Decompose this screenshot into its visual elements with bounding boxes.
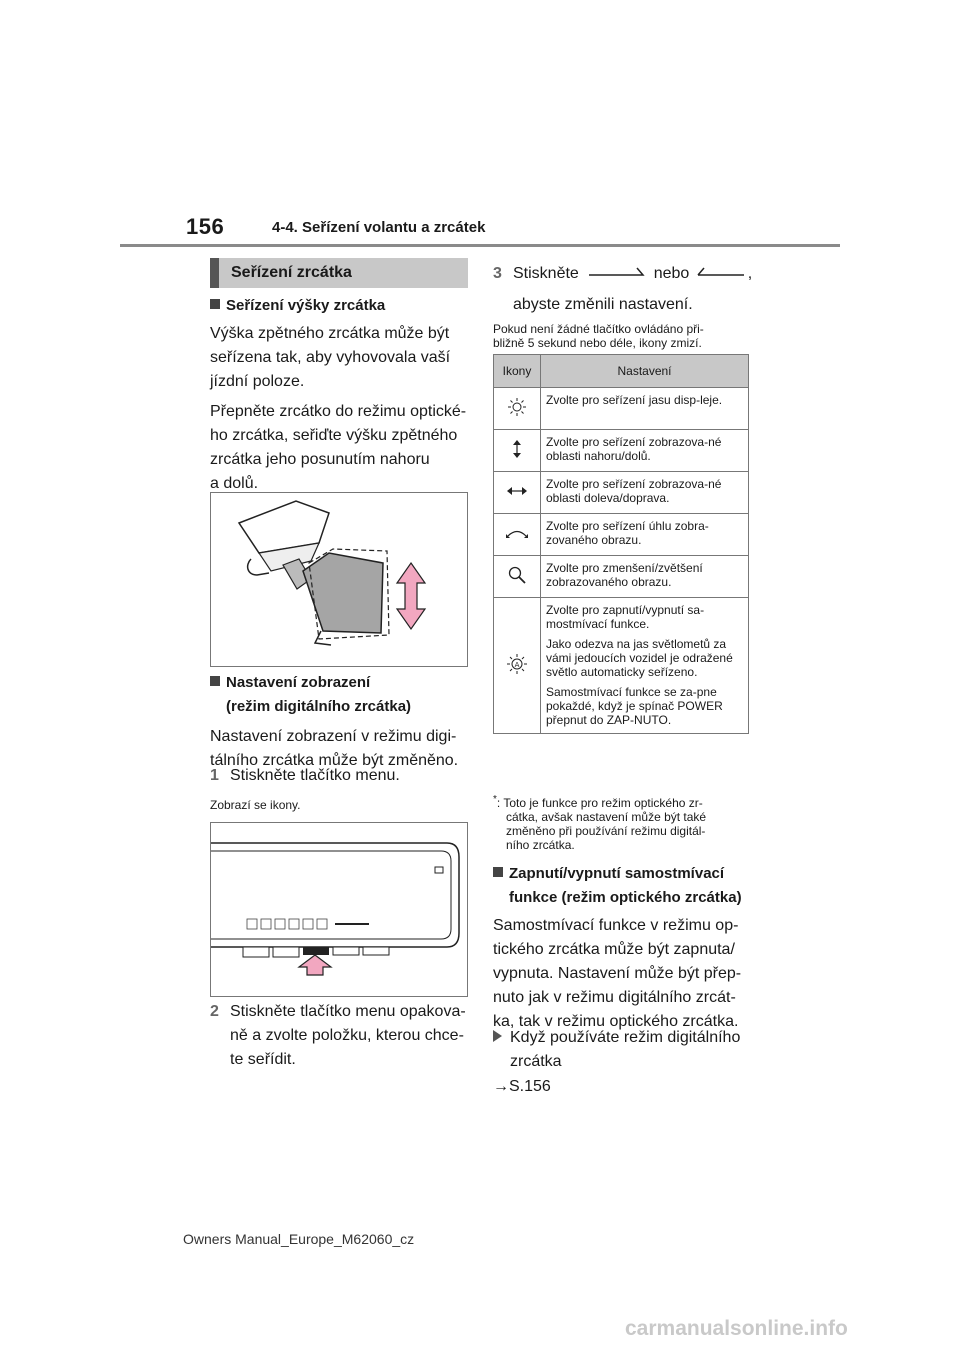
vertical-arrows-icon bbox=[507, 438, 527, 460]
left-button-icon bbox=[587, 265, 645, 279]
setting-description: Zvolte pro seřízení úhlu zobra-zovaného obrazu. bbox=[546, 519, 709, 547]
column-header-icons: Ikony bbox=[494, 355, 541, 388]
paragraph-display-intro: Nastavení zobrazení v režimu digi- tálního zrcátka může být změněno. bbox=[210, 728, 459, 769]
subheading-auto-dimming: Zapnutí/vypnutí samostmívací funkce (režim optického zrcátka) bbox=[493, 862, 742, 910]
setting-description: Zvolte pro zapnutí/vypnutí sa-mostmívací funkce. bbox=[546, 603, 705, 631]
footer-doc-id: Owners Manual_Europe_M62060_cz bbox=[183, 1231, 415, 1247]
footnote: *: Toto je funkce pro režim optického zr- cátka, avšak nastavení může být také změněno při používání režimu digitál- ního zrcátka. bbox=[493, 794, 707, 852]
page-number: 156 bbox=[186, 214, 225, 239]
step-3-continued: abyste změnili nastavení. bbox=[513, 296, 693, 313]
settings-table bbox=[493, 354, 749, 734]
step-3: 3 Stiskněte nebo , bbox=[493, 265, 753, 282]
note-icons-disappear: Pokud není žádné tlačítko ovládáno při- bližně 5 sekund nebo déle, ikony zmizí. bbox=[493, 322, 704, 350]
mirror-height-figure bbox=[210, 492, 468, 667]
paragraph-height-intro: Výška zpětného zrcátka může být seřízena tak, aby vyhovovala vaší jízdní poloze. bbox=[210, 325, 451, 390]
table-row bbox=[494, 514, 749, 556]
table-row bbox=[494, 430, 749, 472]
table-row bbox=[494, 388, 749, 430]
watermark: carmanualsonline.info bbox=[625, 1317, 848, 1340]
paragraph-auto-dimming: Samostmívací funkce v režimu op- tického zrcátka může být zapnuta/ vypnuta. Nastavení může být přep- nuto jak v režimu digitálního zrcát- ka, tak v režimu optického zrcátka. bbox=[493, 917, 742, 1030]
tilt-icon bbox=[505, 525, 529, 541]
setting-description: Zvolte pro seřízení jasu disp-leje. bbox=[546, 393, 723, 407]
step-1: 1 Stiskněte tlačítko menu. bbox=[210, 767, 400, 784]
paragraph-height-instruction: Přepněte zrcátko do režimu optické- ho zrcátka, seřiďte výšku zpětného zrcátka jeho posunutím nahoru a dolů. bbox=[210, 403, 467, 492]
bullet-digital-mode: Když používáte režim digitálního zrcátka bbox=[493, 1026, 740, 1074]
page-reference-link[interactable]: →S.156 bbox=[493, 1078, 551, 1095]
section-reference: 4-4. Seřízení volantu a zrcátek bbox=[272, 219, 486, 236]
section-title: Seřízení zrcátka bbox=[210, 258, 468, 288]
setting-description: Jako odezva na jas světlometů za vámi jedoucích vozidel je odražené světlo automaticky seřízeno. bbox=[546, 637, 733, 679]
setting-description: Zvolte pro zmenšení/zvětšení zobrazovaného obrazu. bbox=[546, 561, 703, 589]
setting-description: Zvolte pro seřízení zobrazova-né oblasti nahoru/dolů. bbox=[546, 435, 722, 463]
mirror-height-illustration bbox=[211, 493, 467, 666]
auto-dimming-icon bbox=[506, 653, 528, 675]
square-bullet-icon bbox=[210, 299, 220, 309]
setting-description: Samostmívací funkce se za-pne pokaždé, když je spínač POWER přepnut do ZAP-NUTO. bbox=[546, 685, 723, 727]
triangle-bullet-icon bbox=[493, 1030, 502, 1042]
header-divider bbox=[120, 244, 840, 247]
step-2: 2 Stiskněte tlačítko menu opakova- ně a zvolte položku, kterou chce- te seřídit. bbox=[210, 1003, 466, 1068]
digital-mirror-illustration bbox=[211, 823, 467, 996]
table-row bbox=[494, 556, 749, 598]
svg-text:A: A bbox=[514, 661, 520, 669]
table-row bbox=[494, 472, 749, 514]
subheading-display: Nastavení zobrazení (režim digitálního zrcátka) bbox=[210, 671, 411, 719]
table-header-row bbox=[494, 355, 749, 388]
settings-table-wrap bbox=[493, 354, 749, 734]
right-button-icon bbox=[696, 265, 746, 279]
horizontal-arrows-icon bbox=[505, 483, 529, 499]
subheading-height: Seřízení výšky zrcátka bbox=[210, 294, 385, 318]
setting-description: Zvolte pro seřízení zobrazova-né oblasti doleva/doprava. bbox=[546, 477, 722, 505]
square-bullet-icon bbox=[210, 676, 220, 686]
brightness-icon bbox=[507, 397, 527, 417]
square-bullet-icon bbox=[493, 867, 503, 877]
column-header-settings: Nastavení bbox=[541, 355, 749, 388]
mirror-menu-figure bbox=[210, 822, 468, 997]
note-icons-appear: Zobrazí se ikony. bbox=[210, 798, 301, 812]
table-row bbox=[494, 598, 749, 734]
zoom-icon bbox=[507, 565, 527, 585]
